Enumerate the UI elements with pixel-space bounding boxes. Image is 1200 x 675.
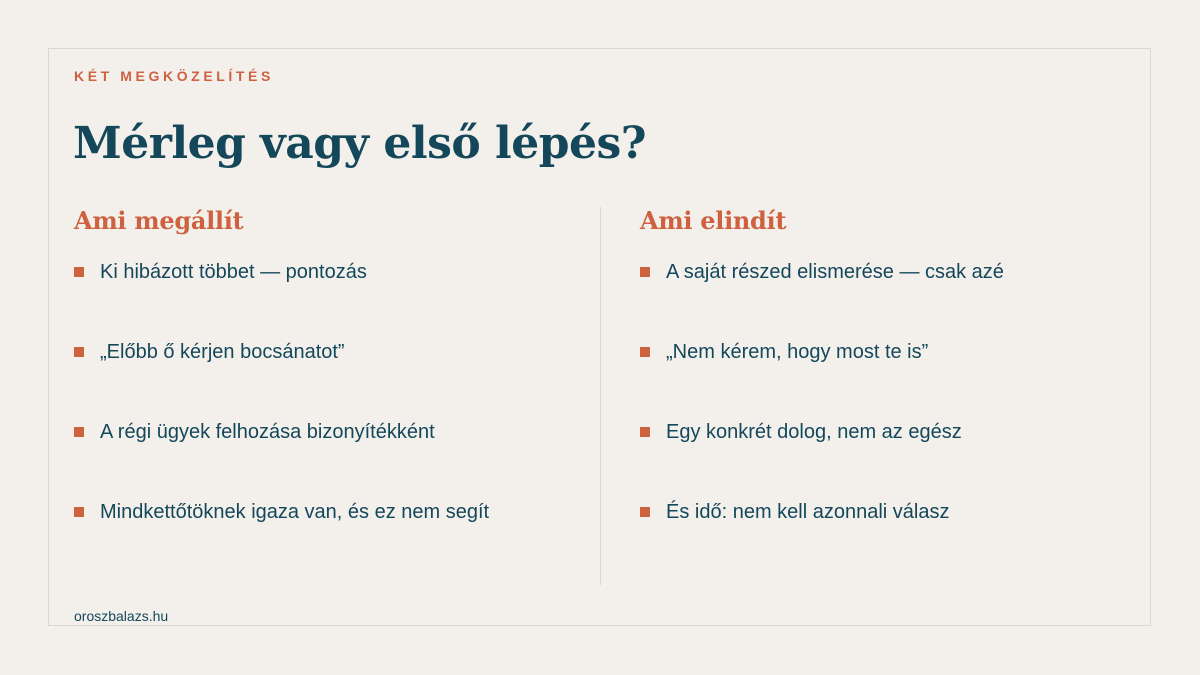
- left-column: [74, 203, 574, 523]
- eyebrow-label: KÉT MEGKÖZELÍTÉS: [74, 68, 274, 84]
- slide-title: Mérleg vagy első lépés?: [73, 118, 647, 169]
- list-item-text: És idő: nem kell azonnali válasz: [666, 501, 950, 523]
- list-item-text: Ki hibázott többet — pontozás: [100, 261, 367, 283]
- list-item-text: „Előbb ő kérjen bocsánatot”: [100, 341, 345, 363]
- list-item-text: A régi ügyek felhozása bizonyítékként: [100, 421, 435, 443]
- right-column-heading: Ami elindít: [640, 206, 787, 235]
- list-item-text: „Nem kérem, hogy most te is”: [666, 341, 929, 363]
- list-item-text: Mindkettőtöknek igaza van, és ez nem segít: [100, 501, 490, 523]
- square-bullet-icon: [74, 347, 84, 357]
- footer-url: oroszbalazs.hu: [74, 608, 169, 624]
- square-bullet-icon: [74, 507, 84, 517]
- right-column: [640, 203, 1140, 523]
- list-item-text: A saját részed elismerése — csak azé: [666, 261, 1004, 283]
- square-bullet-icon: [640, 347, 650, 357]
- square-bullet-icon: [640, 267, 650, 277]
- list-item-text: Egy konkrét dolog, nem az egész: [666, 421, 962, 443]
- square-bullet-icon: [640, 507, 650, 517]
- square-bullet-icon: [640, 427, 650, 437]
- left-column-heading: Ami megállít: [74, 206, 244, 235]
- square-bullet-icon: [74, 427, 84, 437]
- column-divider: [600, 207, 601, 585]
- square-bullet-icon: [74, 267, 84, 277]
